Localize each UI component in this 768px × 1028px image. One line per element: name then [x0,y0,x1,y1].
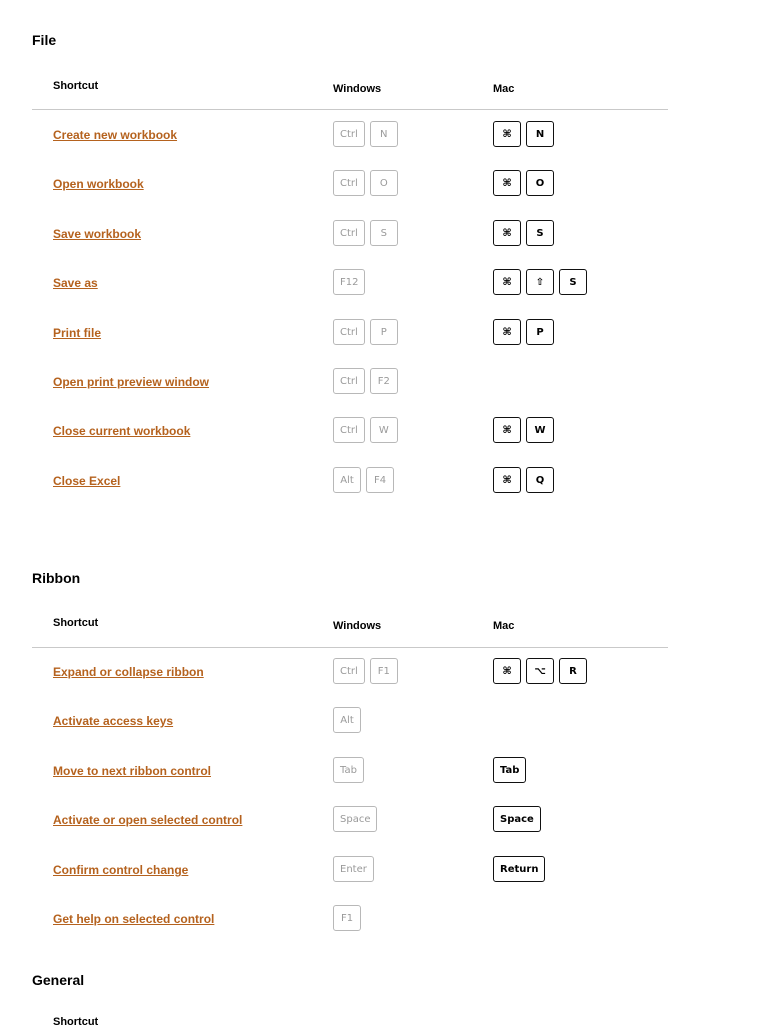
table-row [0,319,768,349]
mac-keys [493,319,554,345]
mac-keys [493,757,526,783]
mac-key: ⌘ [493,121,521,147]
table-row [0,467,768,497]
windows-key: F12 [333,269,365,295]
shortcut-link[interactable]: Save as [53,276,98,290]
windows-key: S [370,220,398,246]
windows-keys [333,368,398,394]
mac-keys [493,121,554,147]
shortcut-link[interactable]: Expand or collapse ribbon [53,665,204,679]
mac-keys [493,658,587,684]
windows-key: F1 [370,658,398,684]
column-header-shortcut: Shortcut [53,1016,99,1028]
table-row [0,269,768,299]
windows-key: W [370,417,398,443]
mac-key: Tab [493,757,526,783]
column-header-windows: Windows [333,83,382,95]
mac-key: N [526,121,554,147]
windows-keys [333,806,377,832]
column-header-mac: Mac [493,83,515,95]
table-row [0,121,768,151]
windows-key: Alt [333,467,361,493]
shortcut-link[interactable]: Open workbook [53,177,144,191]
table-row [0,368,768,398]
table-row [0,220,768,250]
table-row [0,707,768,737]
header-divider [32,109,668,110]
windows-keys [333,658,398,684]
mac-keys [493,269,587,295]
section-title: Ribbon [32,570,81,586]
windows-key: Ctrl [333,658,365,684]
mac-key: ⌘ [493,319,521,345]
table-row [0,658,768,688]
windows-key: Alt [333,707,361,733]
mac-key: O [526,170,554,196]
mac-key: R [559,658,587,684]
column-header-shortcut: Shortcut [53,80,99,92]
windows-key: Enter [333,856,374,882]
mac-key: ⇧ [526,269,554,295]
shortcut-link[interactable]: Save workbook [53,227,142,241]
windows-key: Ctrl [333,417,365,443]
windows-keys [333,220,398,246]
mac-key: S [559,269,587,295]
shortcut-link[interactable]: Print file [53,326,102,340]
column-header-mac: Mac [493,620,515,632]
table-row [0,806,768,836]
windows-key: F2 [370,368,398,394]
shortcut-link[interactable]: Close current workbook [53,424,191,438]
windows-keys [333,905,361,931]
shortcut-link[interactable]: Move to next ribbon control [53,764,211,778]
windows-key: N [370,121,398,147]
shortcut-link[interactable]: Activate or open selected control [53,813,243,827]
mac-key: ⌘ [493,269,521,295]
mac-keys [493,467,554,493]
mac-keys [493,856,545,882]
windows-key: F4 [366,467,394,493]
header-divider [32,647,668,648]
mac-key: Q [526,467,554,493]
windows-key: Ctrl [333,220,365,246]
windows-keys [333,269,365,295]
table-row [0,170,768,200]
shortcut-link[interactable]: Confirm control change [53,863,189,877]
mac-key: ⌥ [526,658,554,684]
windows-key: Ctrl [333,121,365,147]
windows-keys [333,319,398,345]
windows-keys [333,170,398,196]
mac-key: ⌘ [493,467,521,493]
mac-key: Space [493,806,541,832]
mac-keys [493,806,541,832]
shortcut-link[interactable]: Get help on selected control [53,912,215,926]
shortcut-link[interactable]: Close Excel [53,474,121,488]
mac-key: Return [493,856,545,882]
windows-key: Ctrl [333,368,365,394]
mac-keys [493,170,554,196]
mac-key: ⌘ [493,220,521,246]
windows-key: O [370,170,398,196]
windows-key: Tab [333,757,364,783]
windows-key: Ctrl [333,319,365,345]
table-row [0,856,768,886]
windows-key: P [370,319,398,345]
table-row [0,757,768,787]
column-header-shortcut: Shortcut [53,617,99,629]
shortcut-link[interactable]: Activate access keys [53,714,174,728]
windows-key: Ctrl [333,170,365,196]
shortcut-link[interactable]: Open print preview window [53,375,210,389]
mac-key: ⌘ [493,170,521,196]
windows-keys [333,856,374,882]
windows-keys [333,757,364,783]
section-title: File [32,32,57,48]
windows-keys [333,707,361,733]
column-header-windows: Windows [333,620,382,632]
mac-keys [493,417,554,443]
mac-key: P [526,319,554,345]
section-title: General [32,972,85,988]
mac-key: W [526,417,554,443]
windows-keys [333,417,398,443]
mac-key: ⌘ [493,658,521,684]
shortcut-link[interactable]: Create new workbook [53,128,178,142]
mac-key: S [526,220,554,246]
windows-key: F1 [333,905,361,931]
table-row [0,417,768,447]
windows-keys [333,467,394,493]
mac-keys [493,220,554,246]
windows-keys [333,121,398,147]
windows-key: Space [333,806,377,832]
table-row [0,905,768,935]
mac-key: ⌘ [493,417,521,443]
